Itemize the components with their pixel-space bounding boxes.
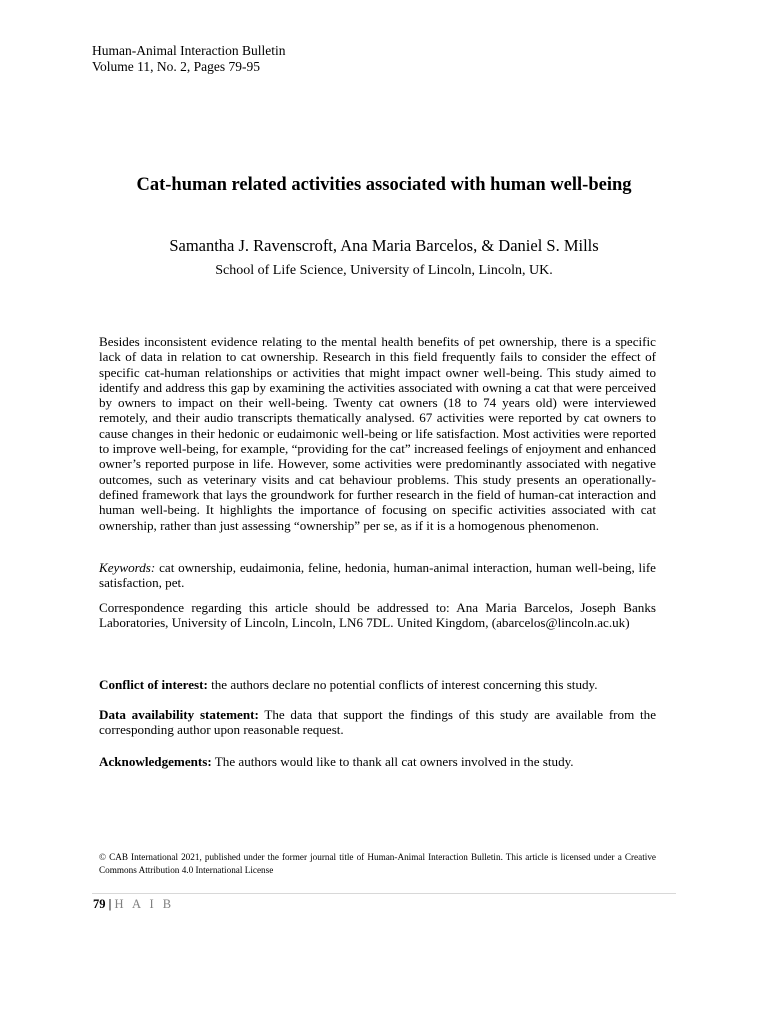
- data-text: The data that support the findings of this study are available from the corresponding author upon reasonable request.: [99, 707, 657, 738]
- data-label: Data availability statement:: [99, 707, 259, 722]
- ack-text: The authors would like to thank all cat owners involved in the study.: [211, 754, 574, 769]
- volume-info: Volume 11, No. 2, Pages 79-95: [92, 59, 260, 74]
- abstract-paragraph: Besides inconsistent evidence relating to the mental health benefits of pet ownership, there is a specific lack of data in relation to cat ownership. Research in this field frequently fails to consider the effect of specific cat-human relationships or activities that might impact owner well-being. This study aimed to identify and address this gap by examining the activities associated with owning a cat that were perceived by owners to impact on their well-being. Twenty cat owners (18 to 74 years old) were interviewed remotely, and their audio transcripts thematically analysed. 67 activities were reported by cat owners to cause changes in their hedonic or eudaimonic well-being or life satisfaction. Most activities were reported to improve well-being, for example, “providing for the cat” increased feelings of enjoyment and enhanced owner’s reported purpose in life. However, some activities were predominantly associated with negative outcomes, such as veterinary visits and cat behaviour problems. This study presents an operationally-defined framework that lays the groundwork for further research in the field of human-cat interaction and human well-being. It highlights the importance of focusing on specific activities associated with cat ownership, rather than just assessing “ownership” per se, as if it is a homogenous phenomenon.: [99, 334, 656, 533]
- conflict-text: the authors declare no potential conflicts of interest concerning this study.: [207, 677, 598, 692]
- article-title: Cat-human related activities associated with human well-being: [136, 175, 632, 195]
- keywords-text: cat ownership, eudaimonia, feline, hedonia, human-animal interaction, human well-being, life satisfaction, pet.: [99, 560, 656, 591]
- data-availability-statement: [99, 707, 656, 738]
- correspondence-paragraph: Correspondence regarding this article should be addressed to: Ana Maria Barcelos, Joseph Banks Laboratories, University of Lincoln, Lincoln, LN6 7DL. United Kingdom, (abarcelos@lincoln.ac.uk): [99, 600, 656, 631]
- ack-label: Acknowledgements:: [99, 754, 212, 769]
- license-note: © CAB International 2021, published under the former journal title of Human-Animal Interaction Bulletin. This article is licensed under a Creative Commons Attribution 4.0 International License: [99, 852, 656, 875]
- affiliation: School of Life Science, University of Lincoln, Lincoln, UK.: [215, 263, 553, 278]
- journal-header: [92, 43, 285, 75]
- footer-separator: |: [105, 897, 115, 911]
- author-list: Samantha J. Ravenscroft, Ana Maria Barcelos, & Daniel S. Mills: [169, 236, 599, 255]
- keywords-label: Keywords:: [99, 560, 156, 575]
- journal-abbreviation: H A I B: [114, 897, 175, 911]
- page-number: 79: [93, 897, 106, 911]
- page-footer: [93, 897, 174, 912]
- conflict-statement: [99, 677, 656, 692]
- keywords-paragraph: [99, 560, 656, 591]
- journal-name: Human-Animal Interaction Bulletin: [92, 43, 286, 58]
- conflict-label: Conflict of interest:: [99, 677, 208, 692]
- footer-divider: [92, 893, 676, 894]
- acknowledgements-statement: [99, 754, 656, 769]
